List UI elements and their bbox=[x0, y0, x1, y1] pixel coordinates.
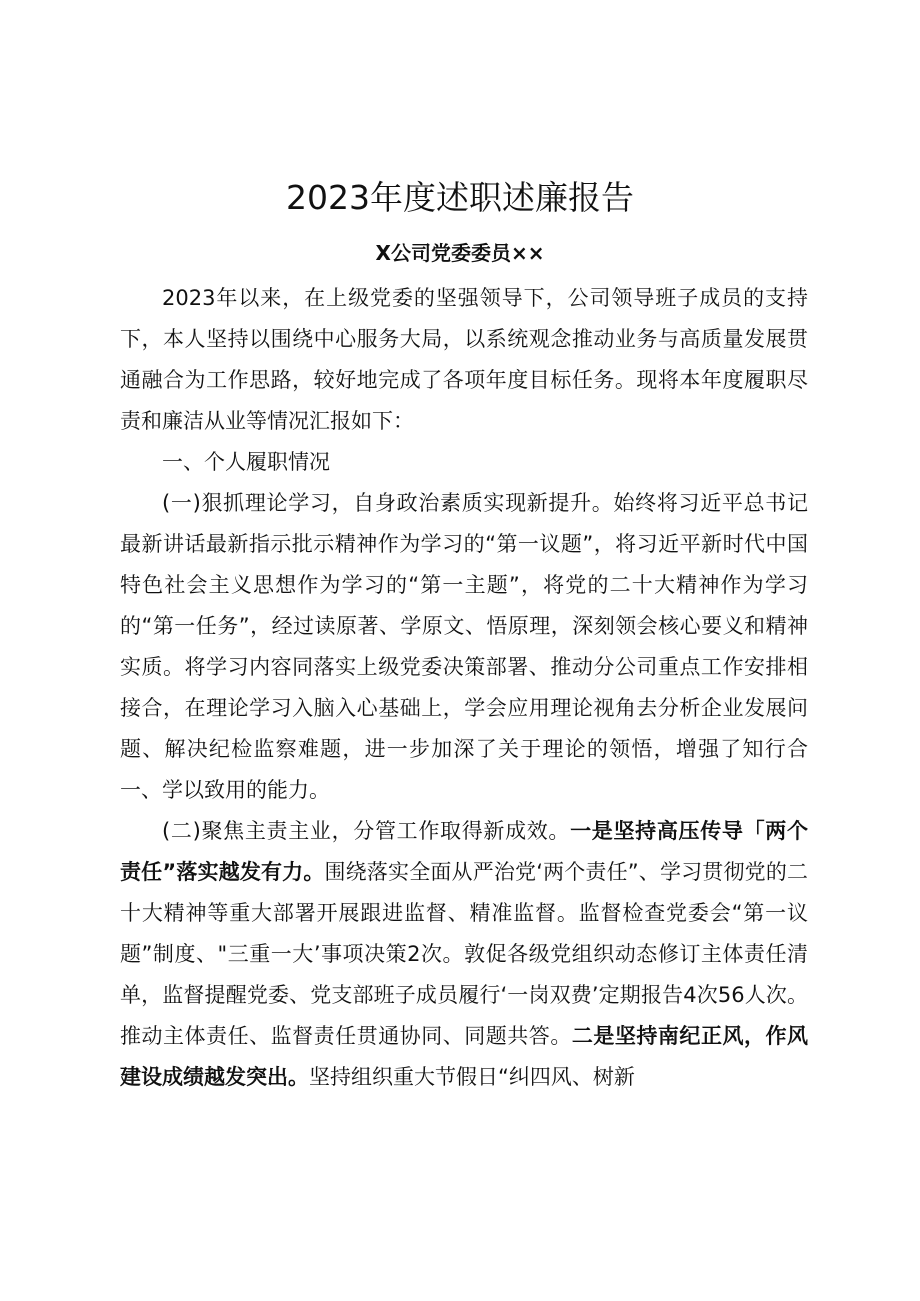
bold-point-one: 一是坚持高压传导「两个责任”落实越发有力。 bbox=[120, 819, 808, 884]
document-title: 2023年度述职述廉报告 bbox=[286, 178, 634, 217]
document-body bbox=[120, 278, 808, 1098]
document-author: X公司党委委员×× bbox=[375, 241, 545, 265]
paragraph-text-two: 坚持组织重大节假日“纠四风、树新 bbox=[309, 1065, 635, 1089]
intro-paragraph: 2023年以来，在上级党委的坚强领导下，公司领导班子成员的支持下，本人坚持以围绕中心服务大局，以系统观念推动业务与高质量发展贯通融合为工作思路，较好地完成了各项年度目标任务。现将本年度履职尽责和廉洁从业等情况汇报如下： bbox=[120, 286, 808, 433]
paragraph-main-duties bbox=[120, 811, 808, 1098]
paragraph-text-one: 围绕落实全面从严治党‘两个责任”、学习贯彻党的二十大精神等重大部署开展跟进监督、精准监督。监督检查党委会“第一议题”制度、"三重一大’事项决策2次。敦促各级党组织动态修订主体责任清单，监督提醒党委、党支部班子成员履行‘一岗双费’定期报告4次56人次。推动主体责任、监督责任贯通协同、同题共答。 bbox=[120, 860, 808, 1048]
bold-point-two: 二是坚持南纪正风，作风建设成绩越发突出。 bbox=[120, 1024, 809, 1089]
paragraph-theory-study: (一)狠抓理论学习，自身政治素质实现新提升。始终将习近平总书记最新讲话最新指示批示精神作为学习的“第一议题”，将习近平新时代中国特色社会主义思想作为学习的“第一主题”，将党的二十大精神作为学习的“第一任务”，经过读原著、学原文、悟原理，深刻领会核心要义和精神实质。将学习内容同落实上级党委决策部署、推动分公司重点工作安排相接合，在理论学习入脑入心基础上，学会应用理论视角去分析企业发展问题、解决纪检监察难题，进一步加深了关于理论的领悟，增强了知行合一、学以致用的能力。 bbox=[120, 491, 808, 802]
paragraph-lead: (二)聚焦主责主业，分管工作取得新成效。 bbox=[162, 819, 571, 843]
section-heading: 一、个人履职情况 bbox=[162, 450, 330, 474]
